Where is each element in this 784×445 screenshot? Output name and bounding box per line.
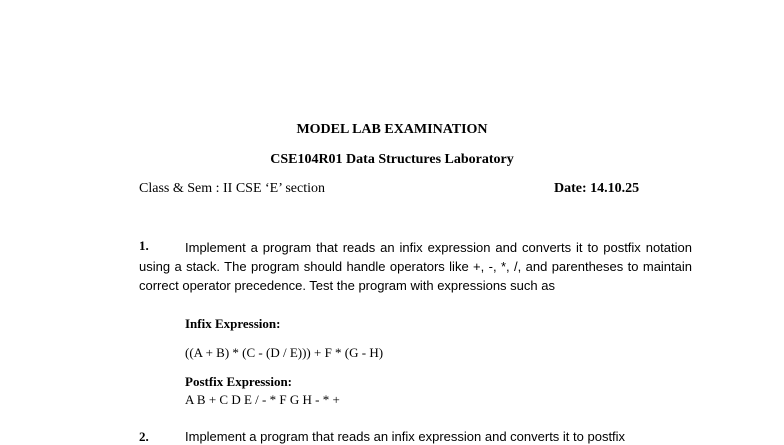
question-2-text: Implement a program that reads an infix expression and converts it to postfix [185, 429, 626, 444]
exam-date: Date: 14.10.25 [554, 181, 640, 196]
question-2-number: 2. [139, 429, 149, 444]
class-section-info: Class & Sem : II CSE ‘E’ section [139, 181, 325, 196]
infix-expression-label: Infix Expression: [185, 316, 281, 331]
postfix-expression: A B + C D E / - * F G H - * + [185, 392, 340, 407]
question-1-text: Implement a program that reads an infix expression and converts it to postfix notation using a stack. The program should handle operators like +, -, *, /, and parentheses to maintain correct operator precedence. Test the program with expressions such as [139, 240, 692, 293]
infix-expression: ((A + B) * (C - (D / E))) + F * (G - H) [185, 345, 384, 360]
question-1-number: 1. [139, 238, 149, 253]
postfix-expression-label: Postfix Expression: [185, 374, 293, 389]
course-title: CSE104R01 Data Structures Laboratory [270, 152, 514, 167]
page-title: MODEL LAB EXAMINATION [296, 122, 488, 137]
